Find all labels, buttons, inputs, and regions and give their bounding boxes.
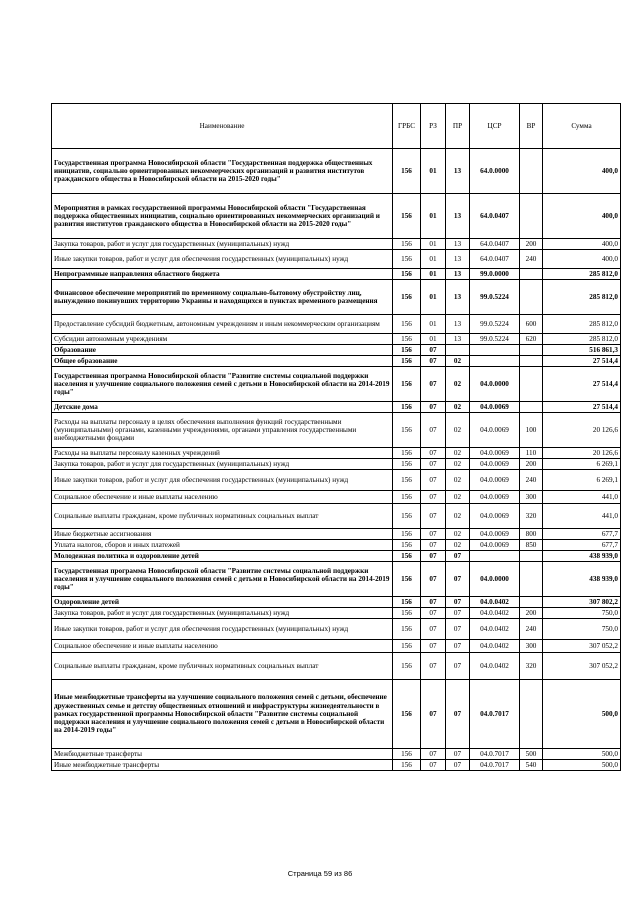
cell-vr: 300 — [520, 640, 543, 653]
cell-sum: 285 812,0 — [543, 280, 621, 315]
cell-sum: 677,7 — [543, 529, 621, 540]
cell-sum: 400,0 — [543, 149, 621, 194]
cell-rz: 07 — [421, 367, 446, 402]
cell-name: Уплата налогов, сборов и иных платежей — [52, 540, 393, 551]
cell-name: Государственная программа Новосибирской области "Государственная поддержка общественных инициатив, социально ориентированных некоммерческих организаций и развития институтов гражданского общества в Новосибирской области на 2015-2020 годы" — [52, 149, 393, 194]
cell-name: Иные закупки товаров, работ и услуг для обеспечения государственных (муниципальных) нужд — [52, 619, 393, 640]
table-row — [52, 597, 621, 608]
cell-grbs: 156 — [393, 504, 421, 529]
cell-pr: 13 — [446, 269, 470, 280]
cell-csr: 64.0.0407 — [470, 194, 520, 239]
cell-sum: 500,0 — [543, 680, 621, 749]
cell-rz: 01 — [421, 334, 446, 345]
cell-csr: 04.0.0069 — [470, 504, 520, 529]
cell-csr: 04.0.7017 — [470, 760, 520, 771]
cell-name: Социальные выплаты гражданам, кроме публичных нормативных социальных выплат — [52, 653, 393, 680]
cell-name: Общее образование — [52, 356, 393, 367]
cell-sum: 500,0 — [543, 760, 621, 771]
cell-csr: 99.0.5224 — [470, 334, 520, 345]
cell-pr: 02 — [446, 448, 470, 459]
cell-csr: 04.0.0402 — [470, 608, 520, 619]
cell-rz: 07 — [421, 749, 446, 760]
cell-grbs: 156 — [393, 149, 421, 194]
cell-name: Социальное обеспечение и иные выплаты населению — [52, 640, 393, 653]
table-row — [52, 334, 621, 345]
cell-vr — [520, 269, 543, 280]
cell-rz: 07 — [421, 562, 446, 597]
header-cell-name: Наименование — [52, 104, 393, 149]
table-row — [52, 504, 621, 529]
cell-grbs: 156 — [393, 608, 421, 619]
cell-pr: 02 — [446, 504, 470, 529]
cell-sum: 307 802,2 — [543, 597, 621, 608]
cell-rz: 07 — [421, 760, 446, 771]
cell-sum: 27 514,4 — [543, 367, 621, 402]
table-row — [52, 551, 621, 562]
table-row — [52, 491, 621, 504]
cell-grbs: 156 — [393, 760, 421, 771]
table-row — [52, 149, 621, 194]
cell-sum: 20 126,6 — [543, 448, 621, 459]
cell-vr — [520, 367, 543, 402]
cell-vr: 320 — [520, 504, 543, 529]
cell-vr: 540 — [520, 760, 543, 771]
cell-rz: 07 — [421, 345, 446, 356]
cell-name: Иные межбюджетные трансферты — [52, 760, 393, 771]
cell-sum: 400,0 — [543, 250, 621, 269]
cell-grbs: 156 — [393, 334, 421, 345]
cell-rz: 07 — [421, 356, 446, 367]
cell-rz: 07 — [421, 680, 446, 749]
table-row — [52, 345, 621, 356]
cell-grbs: 156 — [393, 280, 421, 315]
cell-grbs: 156 — [393, 459, 421, 470]
cell-sum: 400,0 — [543, 239, 621, 250]
cell-csr: 04.0.0069 — [470, 413, 520, 448]
cell-sum: 750,0 — [543, 608, 621, 619]
cell-grbs: 156 — [393, 619, 421, 640]
cell-name: Закупка товаров, работ и услуг для государственных (муниципальных) нужд — [52, 608, 393, 619]
cell-pr: 13 — [446, 334, 470, 345]
table-body — [52, 104, 621, 771]
cell-pr: 02 — [446, 367, 470, 402]
cell-csr: 04.0.0000 — [470, 562, 520, 597]
cell-rz: 07 — [421, 504, 446, 529]
cell-pr: 13 — [446, 280, 470, 315]
cell-csr: 04.0.0402 — [470, 653, 520, 680]
cell-csr — [470, 551, 520, 562]
cell-rz: 07 — [421, 653, 446, 680]
table-row — [52, 315, 621, 334]
cell-pr: 02 — [446, 402, 470, 413]
cell-vr: 110 — [520, 448, 543, 459]
cell-sum: 438 939,0 — [543, 562, 621, 597]
cell-pr: 13 — [446, 194, 470, 239]
cell-csr: 64.0.0407 — [470, 250, 520, 269]
cell-pr: 02 — [446, 491, 470, 504]
cell-name: Закупка товаров, работ и услуг для государственных (муниципальных) нужд — [52, 239, 393, 250]
cell-name: Мероприятия в рамках государственной программы Новосибирской области "Государственная поддержка общественных инициатив, социально ориентированных некоммерческих организаций и развития институтов гражданского общества в Новосибирской области на 2015-2020 годы" — [52, 194, 393, 239]
cell-sum: 6 269,1 — [543, 459, 621, 470]
cell-vr: 240 — [520, 470, 543, 491]
cell-pr: 02 — [446, 540, 470, 551]
cell-vr — [520, 402, 543, 413]
cell-vr: 320 — [520, 653, 543, 680]
cell-grbs: 156 — [393, 653, 421, 680]
cell-vr — [520, 149, 543, 194]
cell-rz: 01 — [421, 269, 446, 280]
table-row — [52, 367, 621, 402]
cell-pr: 07 — [446, 749, 470, 760]
cell-sum: 307 052,2 — [543, 640, 621, 653]
cell-rz: 07 — [421, 470, 446, 491]
cell-vr — [520, 345, 543, 356]
cell-name: Молодежная политика и оздоровление детей — [52, 551, 393, 562]
cell-vr: 100 — [520, 413, 543, 448]
table-row — [52, 680, 621, 749]
cell-name: Иные бюджетные ассигнования — [52, 529, 393, 540]
budget-table — [51, 103, 621, 771]
cell-grbs: 156 — [393, 315, 421, 334]
table-row — [52, 529, 621, 540]
cell-vr: 620 — [520, 334, 543, 345]
cell-grbs: 156 — [393, 448, 421, 459]
cell-vr: 500 — [520, 749, 543, 760]
cell-pr: 02 — [446, 529, 470, 540]
cell-rz: 07 — [421, 402, 446, 413]
cell-rz: 01 — [421, 239, 446, 250]
cell-name: Финансовое обеспечение мероприятий по временному социально-бытовому обустройству лиц, вынужденно покинувших территорию Украины и находящихся в пунктах временного размещения — [52, 280, 393, 315]
cell-name: Социальные выплаты гражданам, кроме публичных нормативных социальных выплат — [52, 504, 393, 529]
header-cell-rz: РЗ — [421, 104, 446, 149]
cell-name: Образование — [52, 345, 393, 356]
cell-sum: 400,0 — [543, 194, 621, 239]
table-row — [52, 470, 621, 491]
cell-name: Субсидии автономным учреждениям — [52, 334, 393, 345]
cell-csr: 04.0.0069 — [470, 402, 520, 413]
cell-name: Иные межбюджетные трансферты на улучшение социального положения семей с детьми, обеспечение дружественных семье и детству общественных отношений и инфраструктуры жизнедеятельности в рамках государственной программы Новосибирской области "Развитие системы социальной поддержки населения и улучшение социального положения семей с детьми в Новосибирской области на 2014-2019 годы" — [52, 680, 393, 749]
cell-rz: 07 — [421, 608, 446, 619]
cell-pr: 07 — [446, 619, 470, 640]
cell-csr: 64.0.0407 — [470, 239, 520, 250]
table-row — [52, 269, 621, 280]
cell-pr: 02 — [446, 459, 470, 470]
cell-rz: 07 — [421, 529, 446, 540]
cell-grbs: 156 — [393, 551, 421, 562]
cell-rz: 01 — [421, 149, 446, 194]
table-row — [52, 459, 621, 470]
cell-name: Иные закупки товаров, работ и услуг для обеспечения государственных (муниципальных) нужд — [52, 250, 393, 269]
cell-grbs: 156 — [393, 529, 421, 540]
cell-vr — [520, 562, 543, 597]
cell-sum: 285 812,0 — [543, 334, 621, 345]
cell-sum: 27 514,4 — [543, 356, 621, 367]
cell-grbs: 156 — [393, 367, 421, 402]
table-row — [52, 540, 621, 551]
cell-pr: 13 — [446, 250, 470, 269]
cell-grbs: 156 — [393, 597, 421, 608]
cell-vr — [520, 680, 543, 749]
table-row — [52, 250, 621, 269]
cell-csr: 04.0.0402 — [470, 597, 520, 608]
table-row — [52, 356, 621, 367]
cell-vr — [520, 597, 543, 608]
cell-name: Государственная программа Новосибирской области "Развитие системы социальной поддержки населения и улучшение социального положения семей с детьми в Новосибирской области на 2014-2019 годы" — [52, 367, 393, 402]
cell-rz: 07 — [421, 551, 446, 562]
cell-csr: 04.0.0069 — [470, 529, 520, 540]
cell-sum: 20 126,6 — [543, 413, 621, 448]
header-cell-pr: ПР — [446, 104, 470, 149]
cell-csr: 04.0.0069 — [470, 491, 520, 504]
cell-rz: 01 — [421, 280, 446, 315]
cell-name: Государственная программа Новосибирской области "Развитие системы социальной поддержки населения и улучшение социального положения семей с детьми в Новосибирской области на 2014-2019 годы" — [52, 562, 393, 597]
cell-rz: 01 — [421, 194, 446, 239]
cell-name: Закупка товаров, работ и услуг для государственных (муниципальных) нужд — [52, 459, 393, 470]
cell-sum: 441,0 — [543, 504, 621, 529]
cell-grbs: 156 — [393, 413, 421, 448]
cell-pr: 02 — [446, 413, 470, 448]
cell-pr: 07 — [446, 680, 470, 749]
cell-name: Расходы на выплаты персоналу казенных учреждений — [52, 448, 393, 459]
table-row — [52, 640, 621, 653]
cell-sum: 500,0 — [543, 749, 621, 760]
cell-rz: 07 — [421, 597, 446, 608]
cell-csr: 04.0.0000 — [470, 367, 520, 402]
cell-grbs: 156 — [393, 239, 421, 250]
cell-vr: 240 — [520, 250, 543, 269]
cell-grbs: 156 — [393, 562, 421, 597]
cell-vr: 200 — [520, 608, 543, 619]
cell-name: Иные закупки товаров, работ и услуг для обеспечения государственных (муниципальных) нужд — [52, 470, 393, 491]
cell-csr: 04.0.0069 — [470, 540, 520, 551]
cell-rz: 07 — [421, 640, 446, 653]
cell-rz: 01 — [421, 315, 446, 334]
table-row — [52, 280, 621, 315]
cell-sum: 441,0 — [543, 491, 621, 504]
table-row — [52, 448, 621, 459]
cell-sum: 285 812,0 — [543, 269, 621, 280]
cell-vr: 800 — [520, 529, 543, 540]
page-number: Страница 59 из 86 — [287, 869, 353, 878]
cell-pr: 13 — [446, 149, 470, 194]
table-row — [52, 194, 621, 239]
cell-vr: 200 — [520, 459, 543, 470]
cell-sum: 438 939,0 — [543, 551, 621, 562]
cell-grbs: 156 — [393, 194, 421, 239]
cell-name: Расходы на выплаты персоналу в целях обеспечения выполнения функций государственными (муниципальными) органами, казенными учреждениями, органами управления государственными внебюджетными фондами — [52, 413, 393, 448]
cell-rz: 07 — [421, 459, 446, 470]
cell-vr: 240 — [520, 619, 543, 640]
cell-csr: 04.0.0402 — [470, 640, 520, 653]
table-row — [52, 619, 621, 640]
cell-grbs: 156 — [393, 250, 421, 269]
cell-grbs: 156 — [393, 402, 421, 413]
cell-vr: 300 — [520, 491, 543, 504]
header-cell-grbs: ГРБС — [393, 104, 421, 149]
cell-pr: 13 — [446, 239, 470, 250]
cell-grbs: 156 — [393, 749, 421, 760]
cell-sum: 677,7 — [543, 540, 621, 551]
cell-grbs: 156 — [393, 680, 421, 749]
table-row — [52, 402, 621, 413]
cell-pr: 02 — [446, 356, 470, 367]
cell-pr — [446, 345, 470, 356]
cell-vr — [520, 551, 543, 562]
cell-pr: 07 — [446, 608, 470, 619]
cell-sum: 307 052,2 — [543, 653, 621, 680]
table-row — [52, 562, 621, 597]
cell-sum: 516 861,3 — [543, 345, 621, 356]
cell-grbs: 156 — [393, 356, 421, 367]
cell-rz: 07 — [421, 448, 446, 459]
cell-name: Оздоровление детей — [52, 597, 393, 608]
cell-csr — [470, 345, 520, 356]
cell-csr: 04.0.0069 — [470, 470, 520, 491]
cell-rz: 07 — [421, 619, 446, 640]
cell-rz: 07 — [421, 413, 446, 448]
cell-sum: 750,0 — [543, 619, 621, 640]
cell-csr: 04.0.0402 — [470, 619, 520, 640]
cell-vr: 200 — [520, 239, 543, 250]
cell-name: Детские дома — [52, 402, 393, 413]
cell-csr: 99.0.5224 — [470, 280, 520, 315]
cell-pr: 07 — [446, 562, 470, 597]
cell-csr — [470, 356, 520, 367]
cell-csr: 99.0.5224 — [470, 315, 520, 334]
cell-csr: 99.0.0000 — [470, 269, 520, 280]
cell-pr: 07 — [446, 597, 470, 608]
cell-vr — [520, 194, 543, 239]
cell-pr: 02 — [446, 470, 470, 491]
cell-rz: 07 — [421, 540, 446, 551]
header-cell-sum: Сумма — [543, 104, 621, 149]
cell-csr: 64.0.0000 — [470, 149, 520, 194]
cell-vr — [520, 280, 543, 315]
table-row — [52, 760, 621, 771]
cell-grbs: 156 — [393, 540, 421, 551]
cell-name: Межбюджетные трансферты — [52, 749, 393, 760]
cell-grbs: 156 — [393, 269, 421, 280]
cell-grbs: 156 — [393, 470, 421, 491]
cell-pr: 07 — [446, 551, 470, 562]
header-row — [52, 104, 621, 149]
cell-vr: 600 — [520, 315, 543, 334]
cell-sum: 6 269,1 — [543, 470, 621, 491]
table-row — [52, 653, 621, 680]
cell-csr: 04.0.7017 — [470, 680, 520, 749]
table-row — [52, 239, 621, 250]
cell-sum: 285 812,0 — [543, 315, 621, 334]
cell-pr: 13 — [446, 315, 470, 334]
cell-name: Непрограммные направления областного бюджета — [52, 269, 393, 280]
cell-csr: 04.0.7017 — [470, 749, 520, 760]
cell-rz: 01 — [421, 250, 446, 269]
cell-pr: 07 — [446, 760, 470, 771]
cell-pr: 07 — [446, 653, 470, 680]
cell-csr: 04.0.0069 — [470, 448, 520, 459]
header-cell-csr: ЦСР — [470, 104, 520, 149]
cell-name: Социальное обеспечение и иные выплаты населению — [52, 491, 393, 504]
cell-pr: 07 — [446, 640, 470, 653]
cell-grbs: 156 — [393, 640, 421, 653]
cell-csr: 04.0.0069 — [470, 459, 520, 470]
cell-sum: 27 514,4 — [543, 402, 621, 413]
table-row — [52, 608, 621, 619]
table-row — [52, 749, 621, 760]
cell-grbs: 156 — [393, 345, 421, 356]
cell-grbs: 156 — [393, 491, 421, 504]
cell-vr — [520, 356, 543, 367]
header-cell-vr: ВР — [520, 104, 543, 149]
cell-name: Предоставление субсидий бюджетным, автономным учреждениям и иным некоммерческим организациям — [52, 315, 393, 334]
cell-rz: 07 — [421, 491, 446, 504]
cell-vr: 850 — [520, 540, 543, 551]
table-row — [52, 413, 621, 448]
